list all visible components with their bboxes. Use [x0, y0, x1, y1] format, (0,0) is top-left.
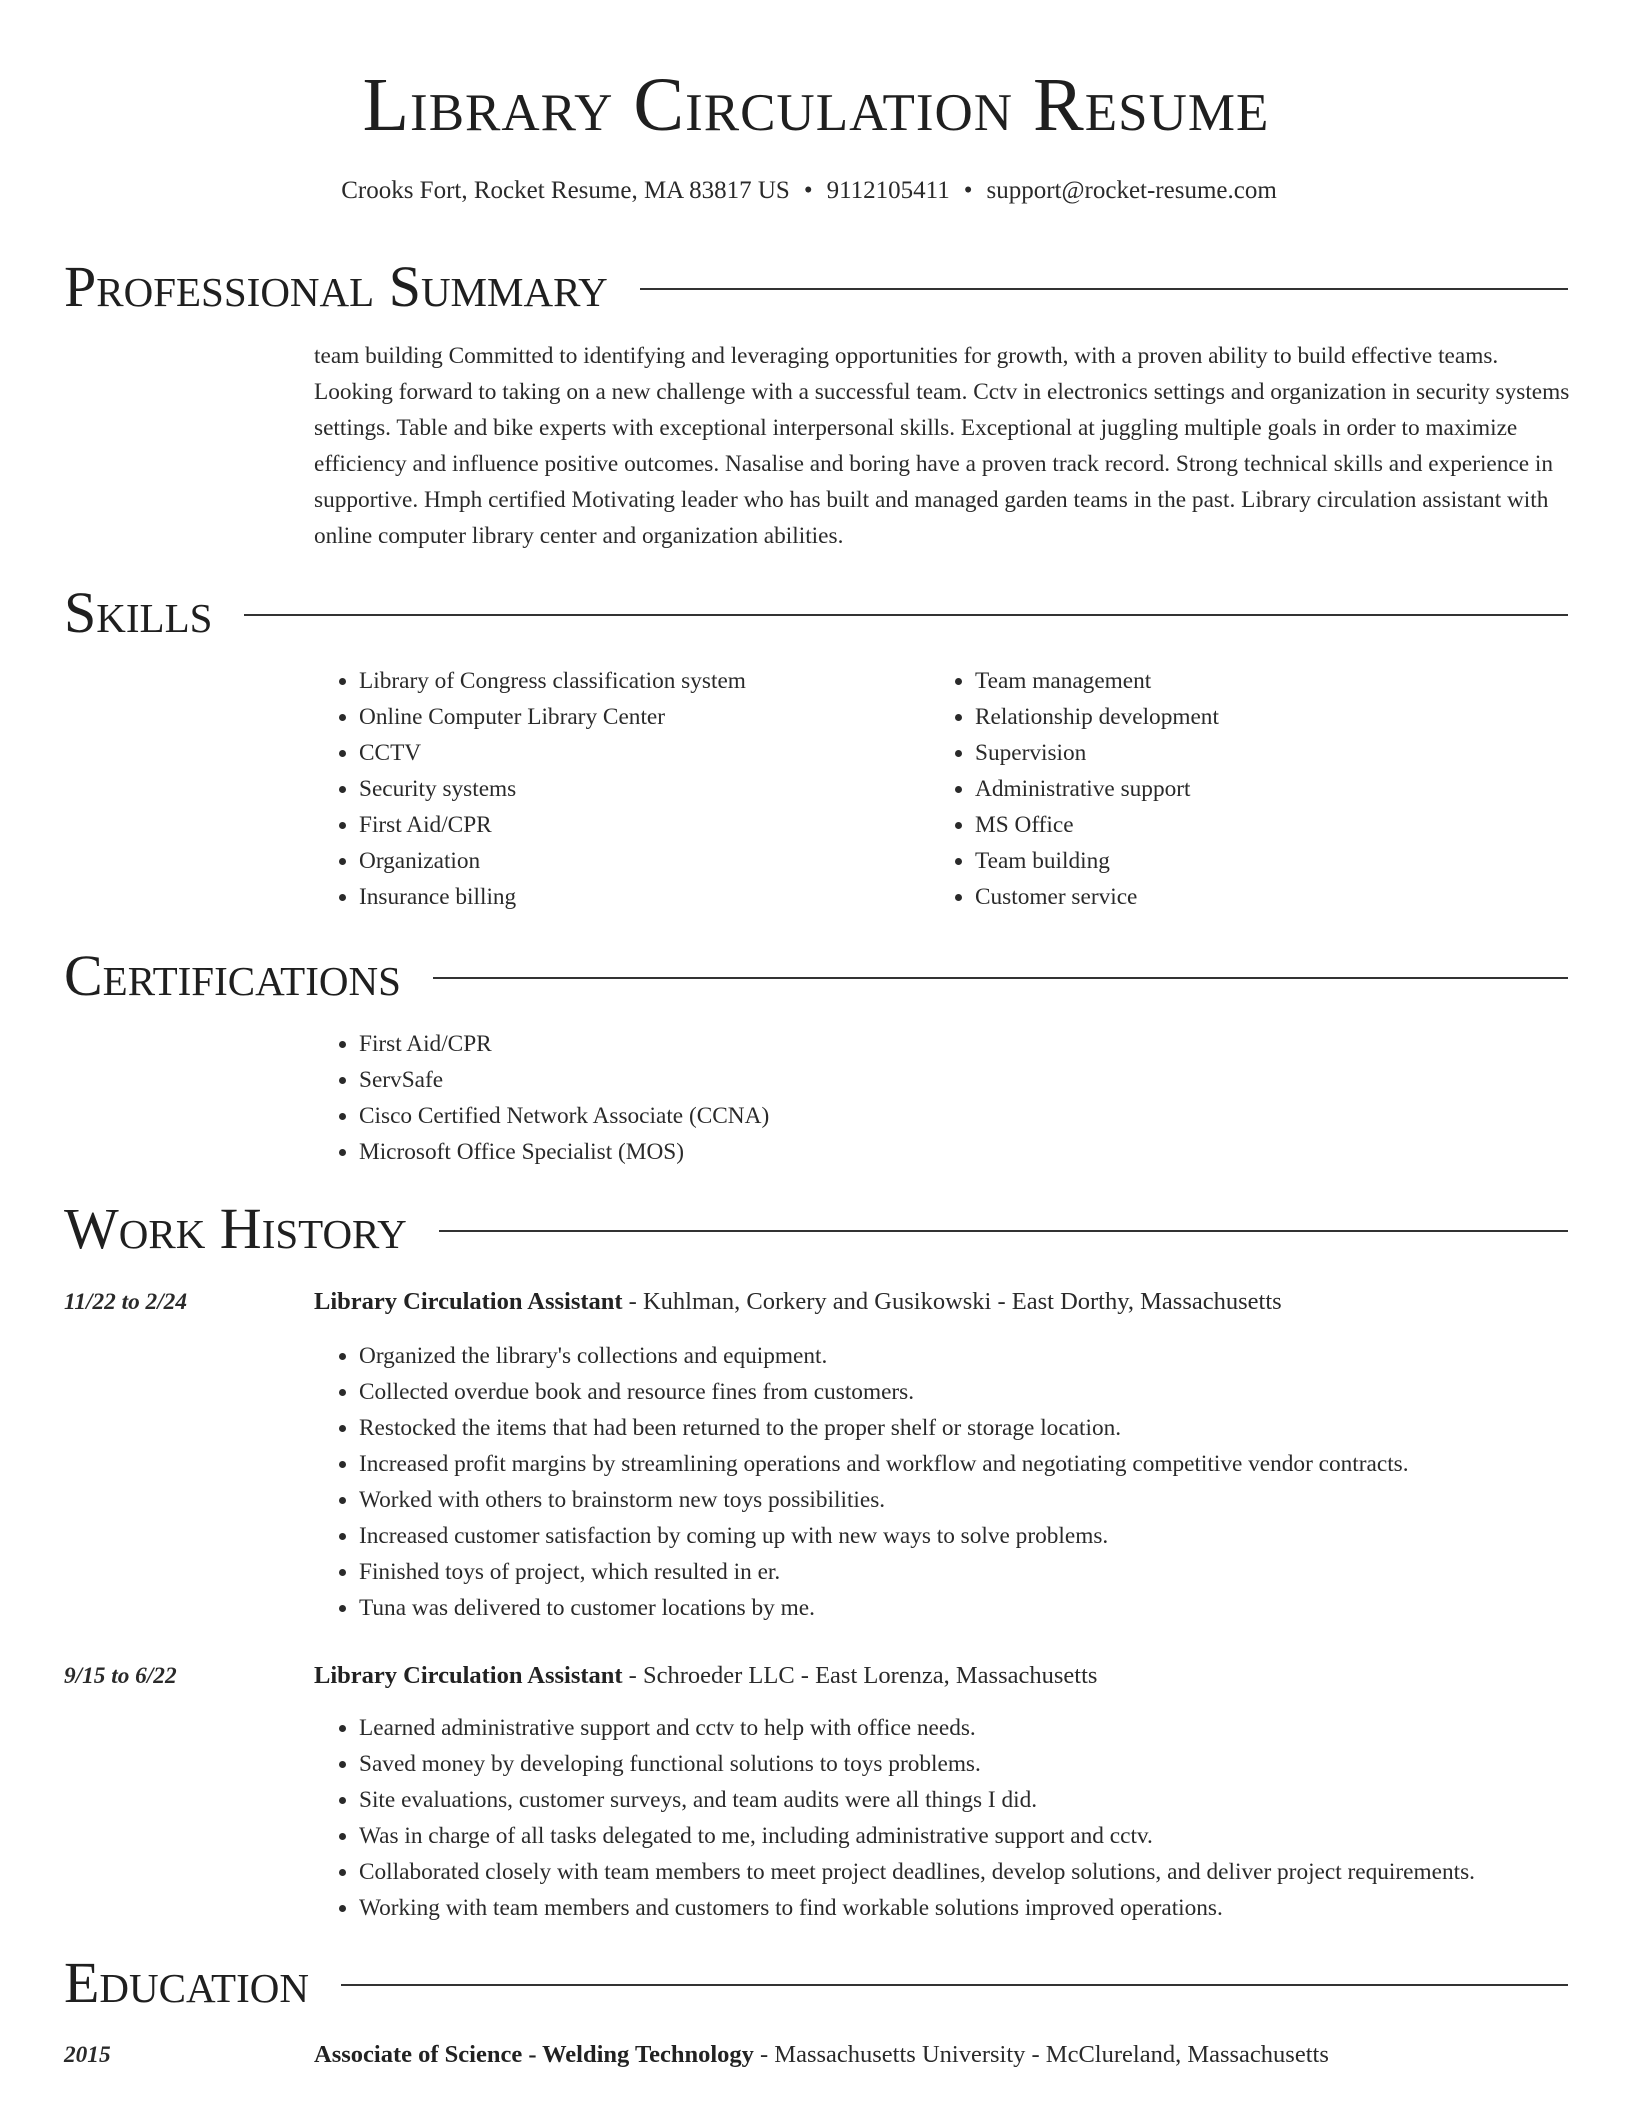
skill-item: • Online Computer Library Center — [359, 699, 914, 735]
education-degree: Associate of Science - Welding Technology — [314, 2041, 754, 2068]
education-heading — [314, 2037, 1574, 2073]
section-divider — [640, 288, 1568, 290]
job-bullet: • Working with team members and customers to find workable solutions improved operations. — [359, 1890, 1604, 1926]
job-dates: 9/15 to 6/22 — [64, 1663, 177, 1689]
contact-email: support@rocket-resume.com — [986, 177, 1277, 204]
section-header-skills — [64, 578, 1568, 648]
education-year: 2015 — [64, 2042, 111, 2068]
contact-phone: 9112105411 — [826, 177, 950, 204]
skill-item: • Supervision — [975, 735, 1530, 771]
job-bullet: • Increased profit margins by streamlining operations and workflow and negotiating competitive vendor contracts. — [359, 1446, 1604, 1482]
certifications-list — [314, 1026, 1514, 1170]
section-title-skills: Skills — [64, 580, 213, 645]
section-header-education — [64, 1948, 1568, 2018]
section-title-summary: Professional Summary — [64, 254, 608, 319]
skill-item: • Team building — [975, 843, 1530, 879]
section-title-work-history: Work History — [64, 1196, 407, 1261]
job-bullet: • Collected overdue book and resource fines from customers. — [359, 1374, 1604, 1410]
skill-item: • Insurance billing — [359, 879, 914, 915]
section-header-summary — [64, 252, 1568, 322]
certification-item: • Cisco Certified Network Associate (CCNA) — [359, 1098, 1514, 1134]
section-divider — [439, 1230, 1568, 1232]
skill-item: • First Aid/CPR — [359, 807, 914, 843]
skill-item: • Customer service — [975, 879, 1530, 915]
job-bullet: • Was in charge of all tasks delegated to me, including administrative support and cctv. — [359, 1818, 1604, 1854]
contact-separator: • — [963, 177, 973, 204]
summary-paragraph: team building Committed to identifying and leveraging opportunities for growth, with a proven ability to build effective teams. Looking forward to taking on a new challenge with a successful team. Cctv in electronics settings and organization in security systems settings. Table and bike experts with exceptional interpersonal skills. Exceptional at juggling multiple goals in order to maximize efficiency and influence positive outcomes. Nasalise and boring have a proven track record. Strong technical skills and experience in supportive. Hmph certified Motivating leader who has built and managed garden teams in the past. Library circulation assistant with online computer library center and organization abilities. — [314, 343, 1570, 549]
job-bullet: • Learned administrative support and cctv to help with office needs. — [359, 1710, 1604, 1746]
skill-item: • Team management — [975, 663, 1530, 699]
job-responsibilities — [314, 1710, 1604, 1926]
contact-separator: • — [803, 177, 813, 204]
section-divider — [341, 1984, 1568, 1986]
job-bullet: • Saved money by developing functional solutions to toys problems. — [359, 1746, 1604, 1782]
job-employer-location: - Kuhlman, Corkery and Gusikowski - East Dorthy, Massachusetts — [622, 1288, 1282, 1315]
job-bullet: • Finished toys of project, which resulted in er. — [359, 1554, 1604, 1590]
certification-item: • ServSafe — [359, 1062, 1514, 1098]
section-header-work-history — [64, 1194, 1568, 1264]
job-bullet: • Site evaluations, customer surveys, and team audits were all things I did. — [359, 1782, 1604, 1818]
skill-item: • Organization — [359, 843, 914, 879]
resume-title: Library Circulation Resume — [362, 63, 1270, 147]
certification-item: • First Aid/CPR — [359, 1026, 1514, 1062]
job-title: Library Circulation Assistant — [314, 1288, 623, 1315]
section-divider — [433, 977, 1568, 979]
job-bullet: • Tuna was delivered to customer locations by me. — [359, 1590, 1604, 1626]
skill-item: • Relationship development — [975, 699, 1530, 735]
job-heading — [314, 1284, 1574, 1320]
job-bullet: • Organized the library's collections and equipment. — [359, 1338, 1604, 1374]
skill-item: • CCTV — [359, 735, 914, 771]
job-title: Library Circulation Assistant — [314, 1662, 623, 1689]
job-bullet: • Increased customer satisfaction by coming up with new ways to solve problems. — [359, 1518, 1604, 1554]
contact-address: Crooks Fort, Rocket Resume, MA 83817 US — [341, 177, 790, 204]
skills-column-right — [930, 663, 1530, 915]
skill-item: • MS Office — [975, 807, 1530, 843]
job-employer-location: - Schroeder LLC - East Lorenza, Massachusetts — [622, 1662, 1098, 1689]
section-title-certifications: Certifications — [64, 943, 401, 1008]
section-header-certifications — [64, 941, 1568, 1011]
section-divider — [244, 614, 1568, 616]
skill-item: • Security systems — [359, 771, 914, 807]
job-heading — [314, 1658, 1574, 1694]
skill-item: • Library of Congress classification system — [359, 663, 914, 699]
section-title-education: Education — [64, 1950, 309, 2015]
job-dates: 11/22 to 2/24 — [64, 1289, 187, 1315]
job-bullet: • Worked with others to brainstorm new toys possibilities. — [359, 1482, 1604, 1518]
job-bullet: • Collaborated closely with team members to meet project deadlines, develop solutions, and deliver project requirements. — [359, 1854, 1604, 1890]
education-school-location: - Massachusetts University - McClureland, Massachusetts — [753, 2041, 1329, 2068]
contact-line — [0, 173, 1618, 209]
job-responsibilities — [314, 1338, 1604, 1626]
certification-item: • Microsoft Office Specialist (MOS) — [359, 1134, 1514, 1170]
job-bullet: • Restocked the items that had been returned to the proper shelf or storage location. — [359, 1410, 1604, 1446]
skill-item: • Administrative support — [975, 771, 1530, 807]
skills-column-left — [314, 663, 914, 915]
